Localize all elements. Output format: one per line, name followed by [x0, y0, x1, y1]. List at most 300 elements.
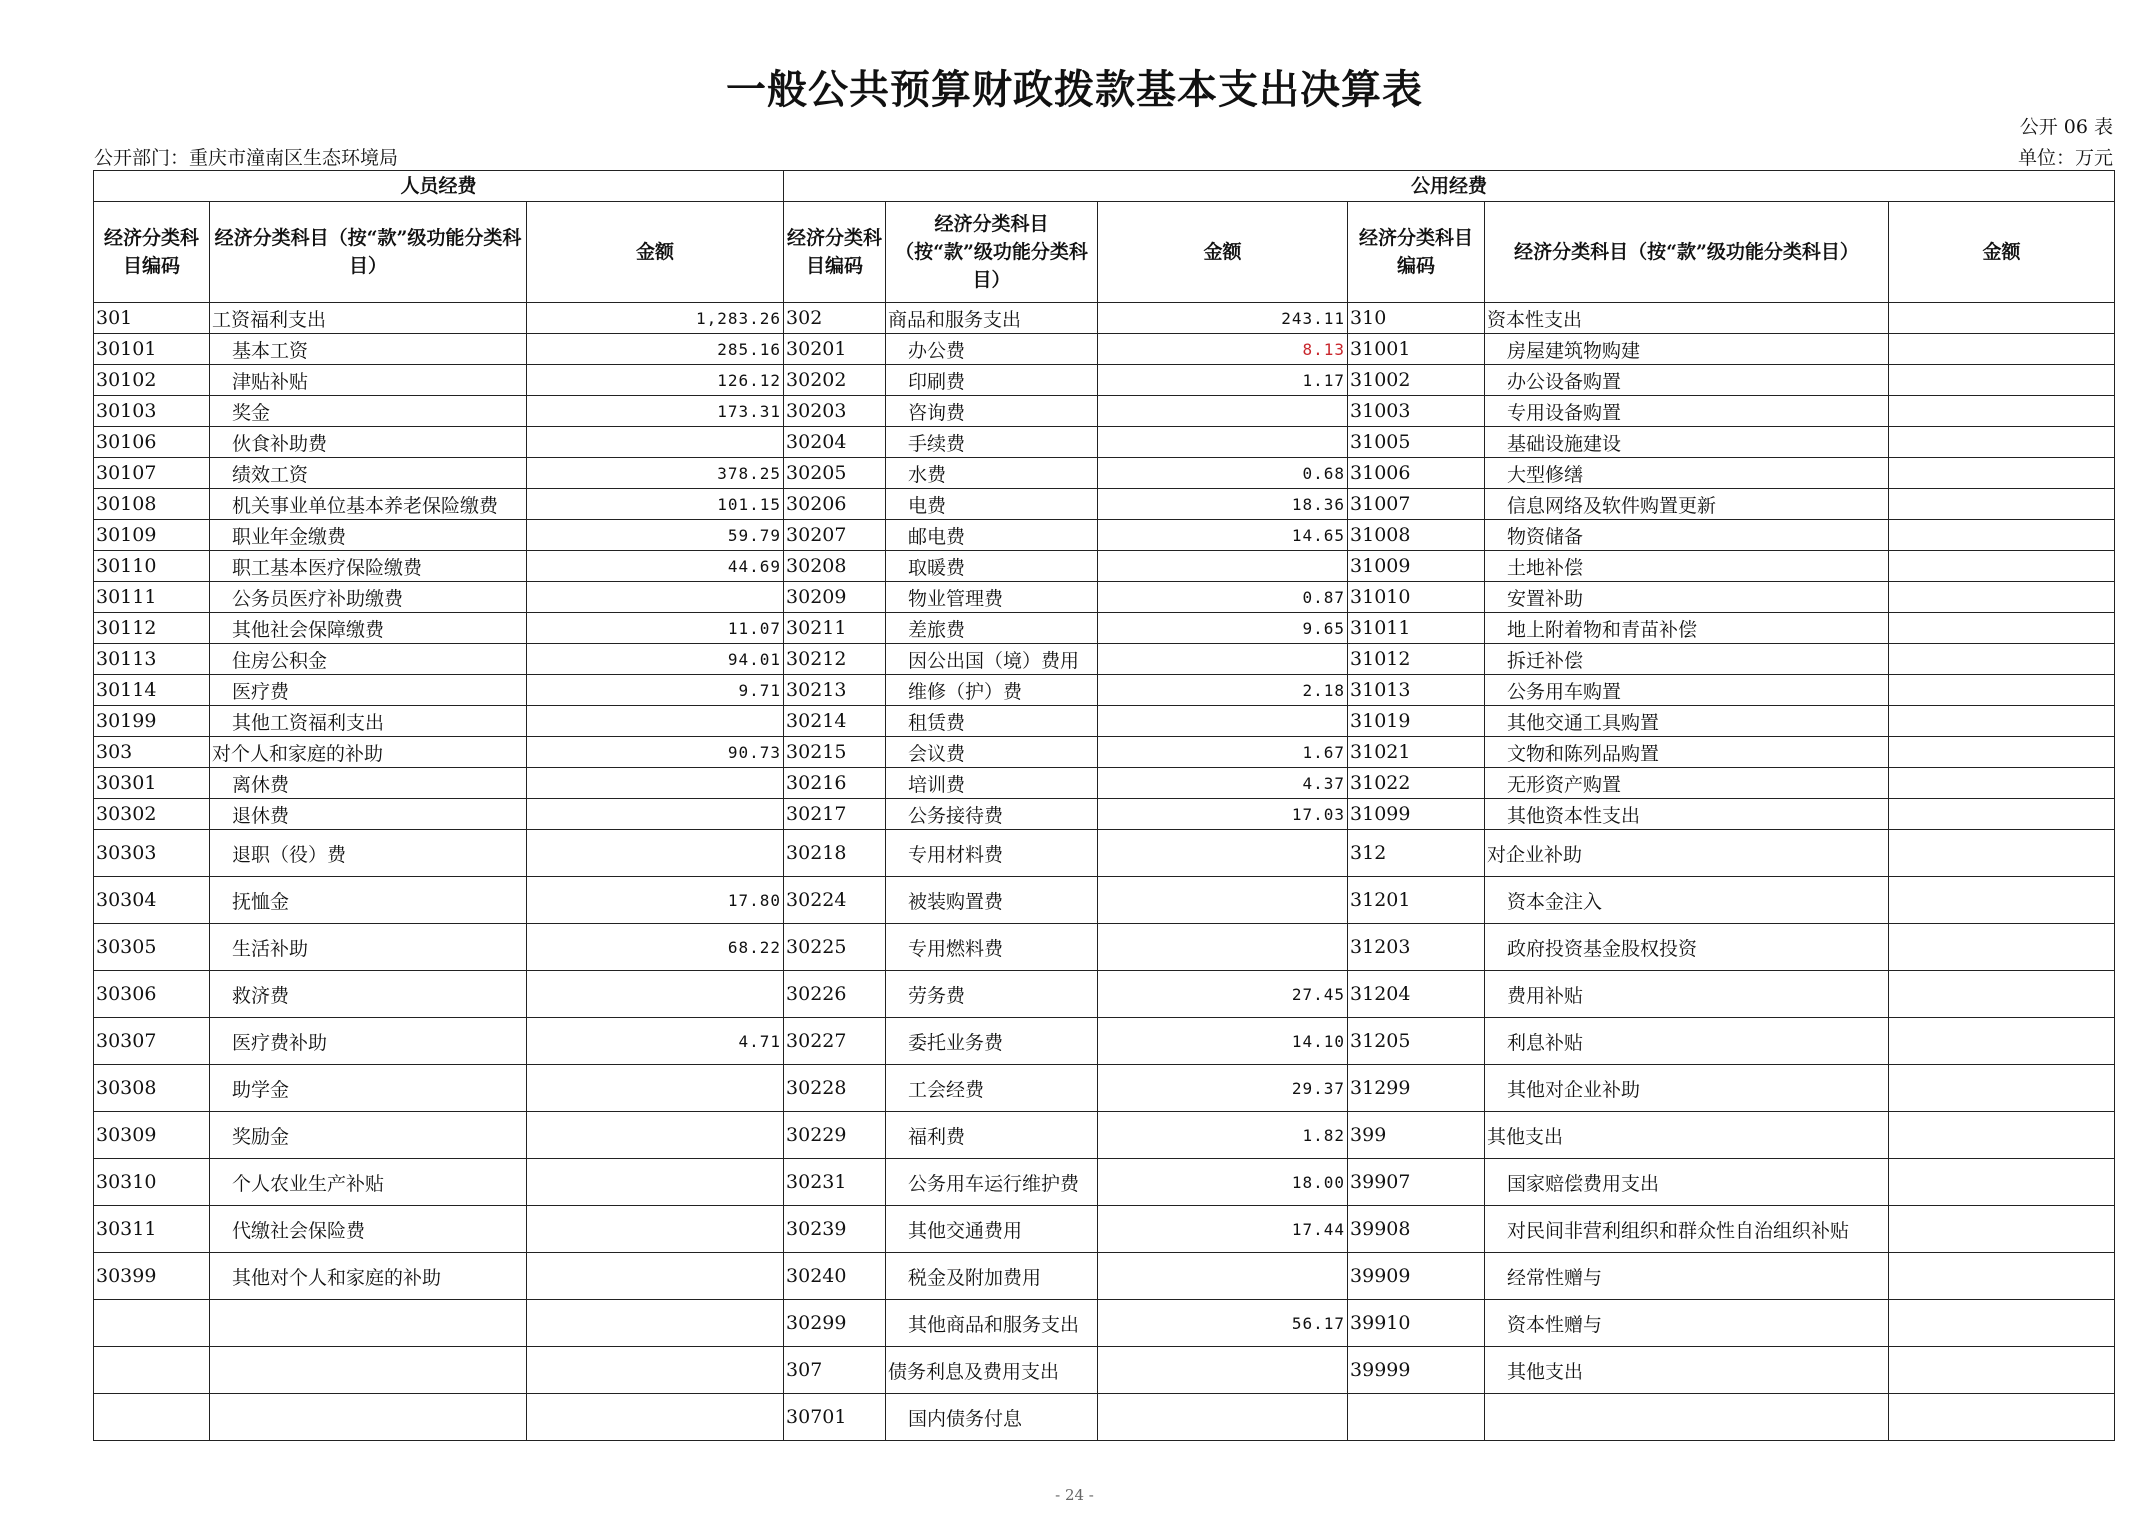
capital-code-cell: 31005	[1348, 427, 1485, 458]
personnel-code-cell: 30301	[94, 768, 210, 799]
table-row	[94, 1159, 2115, 1206]
personnel-code-cell: 30103	[94, 396, 210, 427]
goods-name-cell: 委托业务费	[886, 1018, 1098, 1065]
capital-name-cell: 政府投资基金股权投资	[1485, 924, 1889, 971]
capital-code-cell: 31001	[1348, 334, 1485, 365]
personnel-code-cell: 30306	[94, 971, 210, 1018]
capital-amount-cell	[1889, 489, 2115, 520]
personnel-code-cell: 30304	[94, 877, 210, 924]
personnel-amount-cell	[527, 799, 784, 830]
goods-amount-cell	[1098, 830, 1348, 877]
col-header-goods-name: 经济分类科目（按“款”级功能分类科目）	[886, 202, 1098, 303]
capital-code-cell: 31011	[1348, 613, 1485, 644]
capital-amount-cell	[1889, 303, 2115, 334]
personnel-name-cell: 其他工资福利支出	[210, 706, 527, 737]
personnel-name-cell: 离休费	[210, 768, 527, 799]
goods-amount-cell: 29.37	[1098, 1065, 1348, 1112]
personnel-code-cell: 30109	[94, 520, 210, 551]
personnel-code-cell: 30303	[94, 830, 210, 877]
personnel-code-cell: 30309	[94, 1112, 210, 1159]
personnel-code-cell: 30111	[94, 582, 210, 613]
capital-amount-cell	[1889, 737, 2115, 768]
table-row	[94, 1065, 2115, 1112]
capital-code-cell: 39909	[1348, 1253, 1485, 1300]
personnel-amount-cell: 59.79	[527, 520, 784, 551]
goods-name-cell: 福利费	[886, 1112, 1098, 1159]
personnel-amount-cell: 11.07	[527, 613, 784, 644]
goods-name-cell: 其他商品和服务支出	[886, 1300, 1098, 1347]
capital-name-cell: 资本性赠与	[1485, 1300, 1889, 1347]
goods-amount-cell: 4.37	[1098, 768, 1348, 799]
goods-name-cell: 手续费	[886, 427, 1098, 458]
department-name: 重庆市潼南区生态环境局	[189, 147, 399, 169]
goods-amount-cell: 1.82	[1098, 1112, 1348, 1159]
capital-amount-cell	[1889, 1159, 2115, 1206]
department-line	[94, 143, 398, 170]
capital-code-cell: 31201	[1348, 877, 1485, 924]
goods-code-cell: 302	[784, 303, 886, 334]
personnel-name-cell	[210, 1347, 527, 1394]
goods-amount-cell	[1098, 1394, 1348, 1441]
personnel-amount-cell	[527, 1253, 784, 1300]
personnel-amount-cell: 1,283.26	[527, 303, 784, 334]
goods-code-cell: 30204	[784, 427, 886, 458]
capital-amount-cell	[1889, 551, 2115, 582]
personnel-amount-cell: 101.15	[527, 489, 784, 520]
personnel-amount-cell	[527, 1347, 784, 1394]
personnel-code-cell	[94, 1347, 210, 1394]
goods-code-cell: 30299	[784, 1300, 886, 1347]
personnel-name-cell: 绩效工资	[210, 458, 527, 489]
goods-name-cell: 公务接待费	[886, 799, 1098, 830]
capital-amount-cell	[1889, 1065, 2115, 1112]
personnel-amount-cell	[527, 706, 784, 737]
capital-name-cell: 资本性支出	[1485, 303, 1889, 334]
personnel-amount-cell: 68.22	[527, 924, 784, 971]
goods-code-cell: 30203	[784, 396, 886, 427]
goods-code-cell: 30216	[784, 768, 886, 799]
capital-name-cell: 拆迁补偿	[1485, 644, 1889, 675]
capital-code-cell: 310	[1348, 303, 1485, 334]
personnel-amount-cell: 44.69	[527, 551, 784, 582]
capital-code-cell: 31022	[1348, 768, 1485, 799]
capital-name-cell: 无形资产购置	[1485, 768, 1889, 799]
goods-name-cell: 因公出国（境）费用	[886, 644, 1098, 675]
goods-name-cell: 咨询费	[886, 396, 1098, 427]
goods-code-cell: 30206	[784, 489, 886, 520]
capital-amount-cell	[1889, 520, 2115, 551]
capital-code-cell: 39907	[1348, 1159, 1485, 1206]
goods-name-cell: 邮电费	[886, 520, 1098, 551]
personnel-amount-cell	[527, 1394, 784, 1441]
capital-code-cell: 31019	[1348, 706, 1485, 737]
capital-name-cell: 大型修缮	[1485, 458, 1889, 489]
capital-name-cell: 信息网络及软件购置更新	[1485, 489, 1889, 520]
goods-code-cell: 30202	[784, 365, 886, 396]
goods-amount-cell: 14.65	[1098, 520, 1348, 551]
capital-amount-cell	[1889, 1112, 2115, 1159]
capital-name-cell: 其他支出	[1485, 1112, 1889, 1159]
capital-amount-cell	[1889, 768, 2115, 799]
goods-name-cell: 税金及附加费用	[886, 1253, 1098, 1300]
personnel-code-cell: 303	[94, 737, 210, 768]
capital-code-cell: 31013	[1348, 675, 1485, 706]
personnel-code-cell: 30112	[94, 613, 210, 644]
capital-code-cell: 39910	[1348, 1300, 1485, 1347]
goods-code-cell: 30215	[784, 737, 886, 768]
table-row	[94, 365, 2115, 396]
goods-code-cell: 30228	[784, 1065, 886, 1112]
personnel-name-cell: 个人农业生产补贴	[210, 1159, 527, 1206]
personnel-name-cell: 代缴社会保险费	[210, 1206, 527, 1253]
personnel-amount-cell	[527, 830, 784, 877]
personnel-code-cell: 30311	[94, 1206, 210, 1253]
capital-code-cell: 31009	[1348, 551, 1485, 582]
capital-amount-cell	[1889, 877, 2115, 924]
capital-name-cell: 土地补偿	[1485, 551, 1889, 582]
goods-code-cell: 30225	[784, 924, 886, 971]
table-row	[94, 1300, 2115, 1347]
capital-amount-cell	[1889, 924, 2115, 971]
table-row	[94, 458, 2115, 489]
table-row	[94, 706, 2115, 737]
personnel-amount-cell	[527, 1159, 784, 1206]
goods-name-cell: 会议费	[886, 737, 1098, 768]
table-row	[94, 1347, 2115, 1394]
personnel-name-cell: 医疗费	[210, 675, 527, 706]
expenditure-table	[93, 170, 2115, 1441]
capital-code-cell	[1348, 1394, 1485, 1441]
table-row	[94, 334, 2115, 365]
table-row	[94, 1112, 2115, 1159]
goods-name-cell: 专用材料费	[886, 830, 1098, 877]
personnel-amount-cell: 285.16	[527, 334, 784, 365]
goods-amount-cell: 17.44	[1098, 1206, 1348, 1253]
group-header-personnel: 人员经费	[94, 171, 784, 202]
table-row	[94, 396, 2115, 427]
goods-amount-cell	[1098, 877, 1348, 924]
goods-code-cell: 30240	[784, 1253, 886, 1300]
personnel-code-cell: 30107	[94, 458, 210, 489]
goods-name-cell: 债务利息及费用支出	[886, 1347, 1098, 1394]
goods-name-cell: 办公费	[886, 334, 1098, 365]
table-row	[94, 644, 2115, 675]
goods-name-cell: 商品和服务支出	[886, 303, 1098, 334]
capital-amount-cell	[1889, 799, 2115, 830]
personnel-amount-cell	[527, 427, 784, 458]
goods-name-cell: 维修（护）费	[886, 675, 1098, 706]
table-row	[94, 971, 2115, 1018]
capital-name-cell: 其他支出	[1485, 1347, 1889, 1394]
goods-amount-cell: 0.68	[1098, 458, 1348, 489]
personnel-name-cell: 救济费	[210, 971, 527, 1018]
capital-name-cell: 费用补贴	[1485, 971, 1889, 1018]
goods-name-cell: 国内债务付息	[886, 1394, 1098, 1441]
table-row	[94, 830, 2115, 877]
goods-name-cell: 工会经费	[886, 1065, 1098, 1112]
personnel-code-cell: 30108	[94, 489, 210, 520]
table-row	[94, 877, 2115, 924]
capital-amount-cell	[1889, 334, 2115, 365]
goods-amount-cell: 1.67	[1098, 737, 1348, 768]
capital-amount-cell	[1889, 675, 2115, 706]
col-header-capital-amount: 金额	[1889, 202, 2115, 303]
personnel-name-cell	[210, 1300, 527, 1347]
personnel-name-cell: 机关事业单位基本养老保险缴费	[210, 489, 527, 520]
personnel-code-cell: 30102	[94, 365, 210, 396]
personnel-amount-cell	[527, 768, 784, 799]
capital-name-cell: 经常性赠与	[1485, 1253, 1889, 1300]
capital-amount-cell	[1889, 613, 2115, 644]
goods-amount-cell: 56.17	[1098, 1300, 1348, 1347]
goods-amount-cell: 1.17	[1098, 365, 1348, 396]
capital-name-cell: 办公设备购置	[1485, 365, 1889, 396]
goods-code-cell: 30218	[784, 830, 886, 877]
capital-name-cell: 资本金注入	[1485, 877, 1889, 924]
goods-amount-cell	[1098, 1347, 1348, 1394]
goods-code-cell: 30208	[784, 551, 886, 582]
personnel-amount-cell: 9.71	[527, 675, 784, 706]
table-row	[94, 303, 2115, 334]
goods-code-cell: 30224	[784, 877, 886, 924]
table-row	[94, 551, 2115, 582]
personnel-amount-cell	[527, 971, 784, 1018]
capital-code-cell: 31205	[1348, 1018, 1485, 1065]
table-body	[94, 303, 2115, 1441]
capital-amount-cell	[1889, 1206, 2115, 1253]
form-number: 公开 06 表	[2019, 116, 2113, 138]
capital-name-cell: 房屋建筑物购建	[1485, 334, 1889, 365]
goods-name-cell: 租赁费	[886, 706, 1098, 737]
capital-name-cell: 对企业补助	[1485, 830, 1889, 877]
capital-name-cell: 文物和陈列品购置	[1485, 737, 1889, 768]
col-header-goods-code: 经济分类科目编码	[784, 202, 886, 303]
personnel-amount-cell: 4.71	[527, 1018, 784, 1065]
col-header-personnel-amount: 金额	[527, 202, 784, 303]
capital-code-cell: 399	[1348, 1112, 1485, 1159]
capital-code-cell: 31003	[1348, 396, 1485, 427]
capital-amount-cell	[1889, 1347, 2115, 1394]
personnel-code-cell: 30310	[94, 1159, 210, 1206]
personnel-name-cell: 医疗费补助	[210, 1018, 527, 1065]
capital-name-cell: 专用设备购置	[1485, 396, 1889, 427]
goods-name-cell: 物业管理费	[886, 582, 1098, 613]
goods-code-cell: 30229	[784, 1112, 886, 1159]
personnel-code-cell: 30106	[94, 427, 210, 458]
goods-amount-cell: 9.65	[1098, 613, 1348, 644]
personnel-name-cell: 基本工资	[210, 334, 527, 365]
goods-amount-cell	[1098, 427, 1348, 458]
capital-amount-cell	[1889, 1300, 2115, 1347]
personnel-name-cell: 奖金	[210, 396, 527, 427]
table-row	[94, 1018, 2115, 1065]
page-number: - 24 -	[1055, 1486, 1094, 1504]
personnel-name-cell: 伙食补助费	[210, 427, 527, 458]
capital-code-cell: 39908	[1348, 1206, 1485, 1253]
col-header-personnel-code: 经济分类科目编码	[94, 202, 210, 303]
capital-amount-cell	[1889, 830, 2115, 877]
capital-name-cell: 公务用车购置	[1485, 675, 1889, 706]
personnel-code-cell	[94, 1300, 210, 1347]
personnel-name-cell: 住房公积金	[210, 644, 527, 675]
capital-amount-cell	[1889, 1018, 2115, 1065]
personnel-amount-cell: 378.25	[527, 458, 784, 489]
group-header-public: 公用经费	[784, 171, 2115, 202]
personnel-code-cell	[94, 1394, 210, 1441]
capital-amount-cell	[1889, 1253, 2115, 1300]
personnel-code-cell: 30113	[94, 644, 210, 675]
goods-name-cell: 取暖费	[886, 551, 1098, 582]
capital-amount-cell	[1889, 644, 2115, 675]
personnel-name-cell: 助学金	[210, 1065, 527, 1112]
table-row	[94, 675, 2115, 706]
goods-name-cell: 公务用车运行维护费	[886, 1159, 1098, 1206]
personnel-code-cell: 301	[94, 303, 210, 334]
capital-amount-cell	[1889, 365, 2115, 396]
capital-code-cell: 31010	[1348, 582, 1485, 613]
capital-code-cell: 31006	[1348, 458, 1485, 489]
goods-code-cell: 30227	[784, 1018, 886, 1065]
capital-amount-cell	[1889, 427, 2115, 458]
personnel-amount-cell: 173.31	[527, 396, 784, 427]
table-row	[94, 1253, 2115, 1300]
capital-amount-cell	[1889, 458, 2115, 489]
goods-name-cell: 劳务费	[886, 971, 1098, 1018]
goods-amount-cell: 2.18	[1098, 675, 1348, 706]
goods-code-cell: 30239	[784, 1206, 886, 1253]
goods-code-cell: 30214	[784, 706, 886, 737]
capital-amount-cell	[1889, 1394, 2115, 1441]
unit-label: 单位：万元	[2017, 147, 2113, 169]
goods-code-cell: 30701	[784, 1394, 886, 1441]
personnel-name-cell: 对个人和家庭的补助	[210, 737, 527, 768]
personnel-amount-cell	[527, 1206, 784, 1253]
capital-code-cell: 31204	[1348, 971, 1485, 1018]
capital-code-cell: 31299	[1348, 1065, 1485, 1112]
personnel-name-cell: 其他对个人和家庭的补助	[210, 1253, 527, 1300]
personnel-code-cell: 30302	[94, 799, 210, 830]
personnel-name-cell: 津贴补贴	[210, 365, 527, 396]
capital-name-cell: 国家赔偿费用支出	[1485, 1159, 1889, 1206]
capital-name-cell: 地上附着物和青苗补偿	[1485, 613, 1889, 644]
personnel-amount-cell	[527, 1112, 784, 1159]
goods-amount-cell	[1098, 396, 1348, 427]
personnel-amount-cell: 126.12	[527, 365, 784, 396]
goods-name-cell: 培训费	[886, 768, 1098, 799]
personnel-amount-cell	[527, 1300, 784, 1347]
goods-code-cell: 30205	[784, 458, 886, 489]
goods-amount-cell: 0.87	[1098, 582, 1348, 613]
goods-name-cell: 被装购置费	[886, 877, 1098, 924]
capital-code-cell: 312	[1348, 830, 1485, 877]
capital-amount-cell	[1889, 971, 2115, 1018]
capital-code-cell: 31203	[1348, 924, 1485, 971]
goods-amount-cell: 18.00	[1098, 1159, 1348, 1206]
capital-code-cell: 31008	[1348, 520, 1485, 551]
personnel-code-cell: 30308	[94, 1065, 210, 1112]
goods-amount-cell: 14.10	[1098, 1018, 1348, 1065]
table-row	[94, 613, 2115, 644]
goods-amount-cell: 17.03	[1098, 799, 1348, 830]
goods-amount-cell: 27.45	[1098, 971, 1348, 1018]
personnel-amount-cell	[527, 582, 784, 613]
goods-name-cell: 其他交通费用	[886, 1206, 1098, 1253]
goods-amount-cell: 18.36	[1098, 489, 1348, 520]
table-row	[94, 799, 2115, 830]
goods-amount-cell	[1098, 644, 1348, 675]
capital-name-cell: 物资储备	[1485, 520, 1889, 551]
goods-code-cell: 30231	[784, 1159, 886, 1206]
personnel-code-cell: 30399	[94, 1253, 210, 1300]
table-row	[94, 520, 2115, 551]
personnel-name-cell: 其他社会保障缴费	[210, 613, 527, 644]
capital-code-cell: 31007	[1348, 489, 1485, 520]
goods-amount-cell	[1098, 706, 1348, 737]
goods-amount-cell	[1098, 924, 1348, 971]
goods-amount-cell: 243.11	[1098, 303, 1348, 334]
personnel-code-cell: 30114	[94, 675, 210, 706]
goods-code-cell: 30213	[784, 675, 886, 706]
capital-code-cell: 31021	[1348, 737, 1485, 768]
capital-name-cell: 其他交通工具购置	[1485, 706, 1889, 737]
goods-code-cell: 30212	[784, 644, 886, 675]
capital-name-cell	[1485, 1394, 1889, 1441]
table-row	[94, 582, 2115, 613]
table-row	[94, 1394, 2115, 1441]
table-row	[94, 489, 2115, 520]
personnel-name-cell: 职工基本医疗保险缴费	[210, 551, 527, 582]
capital-amount-cell	[1889, 706, 2115, 737]
table-row	[94, 427, 2115, 458]
capital-name-cell: 对民间非营利组织和群众性自治组织补贴	[1485, 1206, 1889, 1253]
personnel-amount-cell: 90.73	[527, 737, 784, 768]
capital-name-cell: 其他对企业补助	[1485, 1065, 1889, 1112]
col-header-goods-amount: 金额	[1098, 202, 1348, 303]
personnel-name-cell: 工资福利支出	[210, 303, 527, 334]
goods-code-cell: 30201	[784, 334, 886, 365]
personnel-amount-cell	[527, 1065, 784, 1112]
table-row	[94, 768, 2115, 799]
personnel-name-cell: 职业年金缴费	[210, 520, 527, 551]
goods-code-cell: 30207	[784, 520, 886, 551]
capital-code-cell: 31002	[1348, 365, 1485, 396]
personnel-amount-cell: 94.01	[527, 644, 784, 675]
personnel-code-cell: 30110	[94, 551, 210, 582]
goods-name-cell: 专用燃料费	[886, 924, 1098, 971]
personnel-name-cell: 生活补助	[210, 924, 527, 971]
capital-code-cell: 31099	[1348, 799, 1485, 830]
goods-name-cell: 电费	[886, 489, 1098, 520]
personnel-name-cell: 公务员医疗补助缴费	[210, 582, 527, 613]
personnel-code-cell: 30307	[94, 1018, 210, 1065]
capital-code-cell: 39999	[1348, 1347, 1485, 1394]
personnel-name-cell: 退职（役）费	[210, 830, 527, 877]
personnel-name-cell	[210, 1394, 527, 1441]
goods-code-cell: 30209	[784, 582, 886, 613]
goods-code-cell: 30211	[784, 613, 886, 644]
table-row	[94, 1206, 2115, 1253]
capital-name-cell: 利息补贴	[1485, 1018, 1889, 1065]
personnel-code-cell: 30305	[94, 924, 210, 971]
goods-amount-cell	[1098, 551, 1348, 582]
col-header-personnel-name: 经济分类科目（按“款”级功能分类科目）	[210, 202, 527, 303]
capital-amount-cell	[1889, 582, 2115, 613]
page-title: 一般公共预算财政拨款基本支出决算表	[726, 66, 1423, 113]
personnel-code-cell: 30199	[94, 706, 210, 737]
personnel-name-cell: 退休费	[210, 799, 527, 830]
goods-code-cell: 30217	[784, 799, 886, 830]
personnel-code-cell: 30101	[94, 334, 210, 365]
